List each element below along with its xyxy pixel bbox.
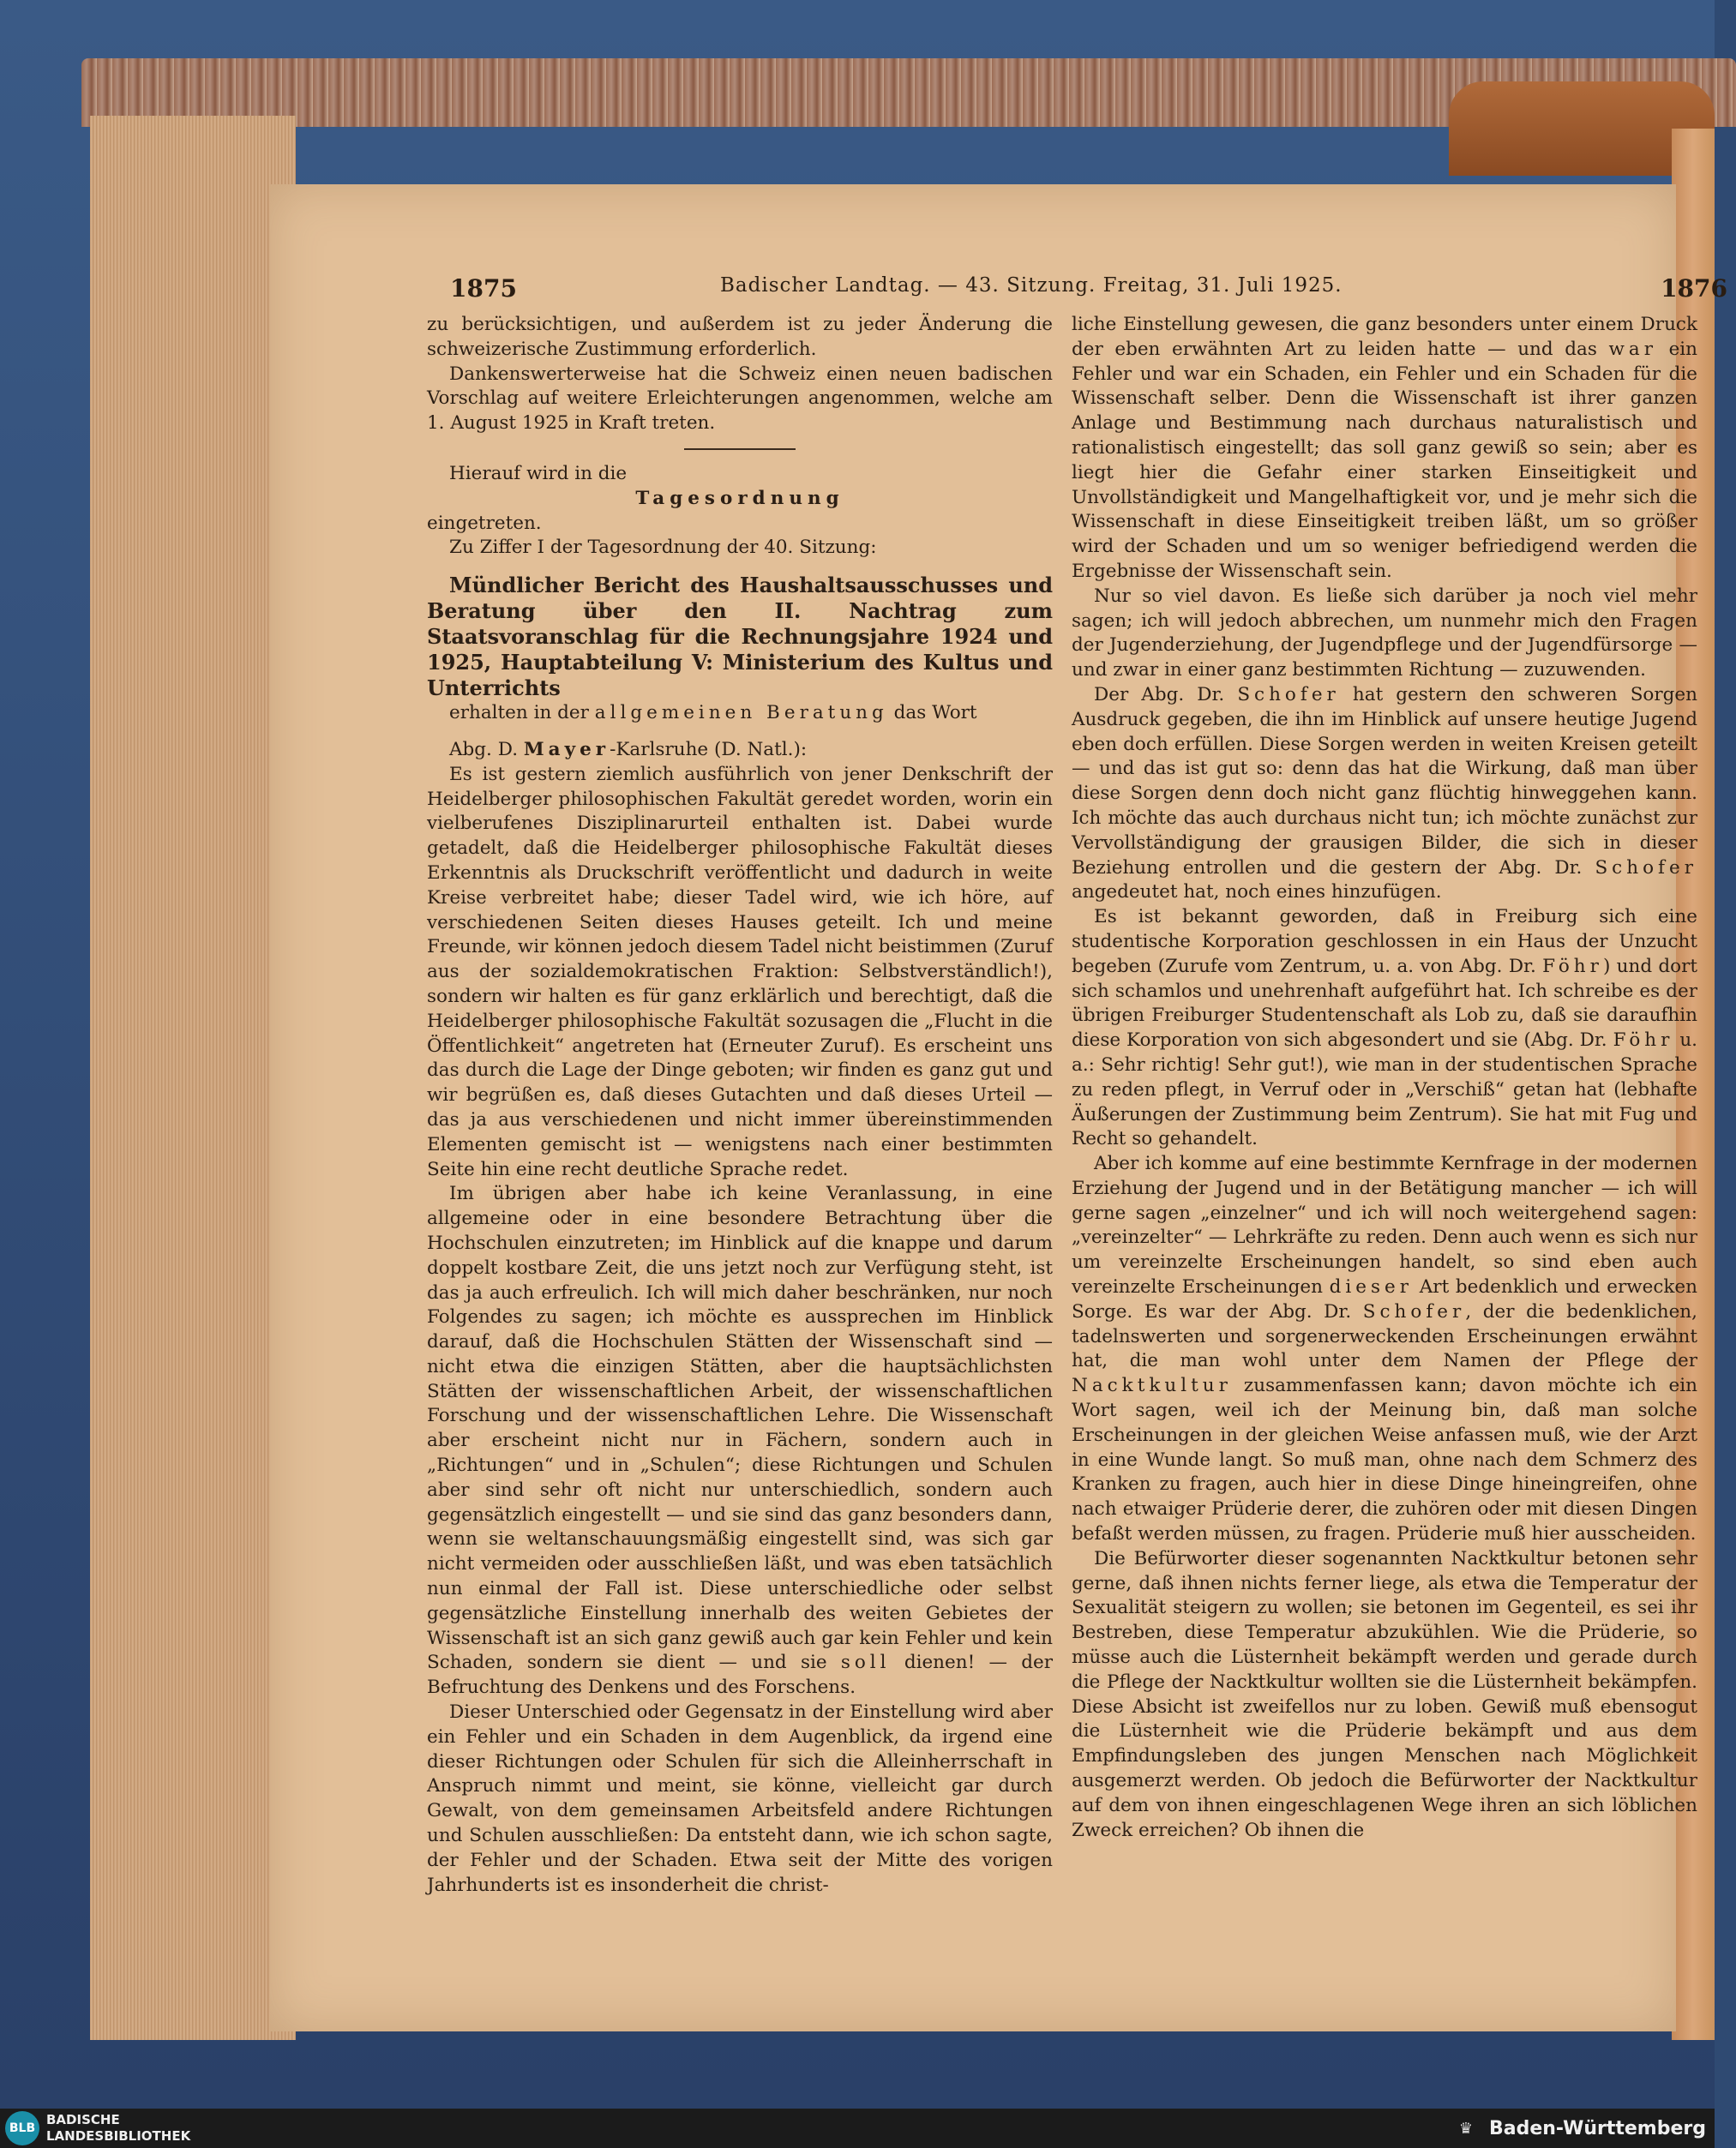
spacer bbox=[427, 561, 1053, 573]
agenda-item-title: Mündlicher Bericht des Haushaltsausschusses und Beratung über den II. Nachtrag zum Staatsvoranschlag für die Rechnungsjahre 1924 und 1925, Hauptabteilung V: Ministerium des Kultus und Unterrichts bbox=[427, 573, 1053, 701]
spacer bbox=[427, 726, 1053, 738]
text-run: Der Abg. Dr. bbox=[1094, 683, 1225, 705]
library-name-line1: BADISCHE bbox=[46, 2112, 120, 2127]
lion-coat-of-arms-icon: ♛ bbox=[1458, 2119, 1474, 2138]
emphasized-text: war bbox=[1608, 338, 1657, 360]
running-title: Badischer Landtag. — 43. Sitzung. Freitag, 31. Juli 1925. bbox=[720, 274, 1343, 297]
paragraph: Hierauf wird in die bbox=[449, 462, 628, 484]
paragraph bbox=[1072, 1152, 1697, 1547]
text-run: liche Einstellung gewesen, die ganz besonders unter einem Druck der eben erwähnten Art zu leiden hatte — und das bbox=[1072, 314, 1697, 360]
text-run: hat gestern den schweren Sorgen Ausdruck gegeben, die ihn im Hinblick auf unsere heutige Jugend eben doch erfüllen. Diese Sorgen werden in weiten Kreisen geteilt — und das ist gut so: denn das hat die Wirkung, daß man über diese Sorgen denn doch nicht ganz flüchtig hinweggehen kann. Ich möchte das auch durchaus nicht tun; ich möchte zunächst zur Vervollständigung der grausigen Bilder, die sich in dieser Beziehung entrollen und die gestern der Abg. Dr. bbox=[1072, 683, 1697, 879]
speaker-name: Schofer bbox=[1362, 1300, 1466, 1323]
paragraph: Dankenswerterweise hat die Schweiz einen neuen badischen Vorschlag auf weitere Erleichterungen angenommen, welche am 1. August 1925 in Kraft treten. bbox=[427, 363, 1053, 435]
right-column bbox=[1072, 313, 1697, 1843]
text-run: Abg. D. bbox=[449, 738, 519, 760]
text-run: das Wort bbox=[893, 702, 977, 724]
text-run: erhalten in der bbox=[449, 702, 589, 724]
text-run: Im übrigen aber habe ich keine Veranlassung, in eine allgemeine oder in eine besondere Betrachtung über die Hochschulen einzutreten; im Hinblick auf die knappe und darum doppelt kostbare Zeit, die uns jetzt noch zur Verfügung steht, ist das ja auch erfreulich. Ich will mich daher beschränken, nur noch Folgendes zu sagen; ich möchte es aussprechen im Hinblick darauf, daß die Hochschulen Stätten der Wissenschaft sind — nicht etwa die einzigen Stätten, aber die hauptsächlichsten Stätten der wissenschaftlichen Arbeit, der wissenschaftlichen Forschung und der wissenschaftlichen Lehre. Die Wissenschaft aber erscheint nicht nur in Fächern, sondern auch in „Richtungen“ und in „Schulen“; diese Richtungen und Schulen aber sind sehr oft nicht nur unterschiedlich, sondern auch gegensätzlich eingestellt — und sie sind das ganz besonders dann, wenn sie weltanschauungsmäßig eingestellt sind, was sich gar nicht vermeiden oder ausschließen läßt, und was eben tatsächlich nun einmal der Fall ist. Diese unterschiedliche oder selbst gegensätzliche Einstellung innerhalb des weiten Gebietes der Wissenschaft ist an sich ganz gewiß auch gar kein Fehler und kein Schaden, sondern sie dient — und sie bbox=[427, 1183, 1053, 1674]
book-page bbox=[270, 184, 1727, 2031]
speaker-name: Schofer bbox=[1595, 856, 1697, 879]
library-name-line2: LANDESBIBLIOTHEK bbox=[46, 2128, 191, 2144]
text-run: Aber ich komme auf eine bestimmte Kernfrage in der modernen Erziehung der Jugend und in der Betätigung mancher — ich will gerne sagen „einzelner“ und ich will noch weitergehend sagen: „vereinzelter“ — Lehrkräfte zu reden. Denn auch wenn es sich nur um vereinzelte Erscheinungen handelt, so sind eben auch vereinzelte Erscheinungen bbox=[1072, 1153, 1697, 1299]
speaker-name: Föhr bbox=[1542, 955, 1603, 977]
page-number-left: 1875 bbox=[450, 274, 517, 303]
text-run: u. a.: Sehr richtig! Sehr gut!), wie man in der studentischen Sprache zu reden pflegt, in Verruf oder in „Verschiß“ getan hat (lebhafte Äußerungen der Zustimmung beim Zentrum). Sie hat mit Fug und Recht so gehandelt. bbox=[1072, 1029, 1697, 1150]
text-run: ) und dort sich schamlos und unehrenhaft aufgeführt hat. Ich schreibe es der übrigen Freiburger Studentenschaft als Lob zu, daß sie daraufhin diese Korporation von sich abgesondert und sie (Abg. Dr. bbox=[1072, 955, 1698, 1052]
page-header bbox=[270, 274, 1727, 309]
paragraph bbox=[427, 1182, 1053, 1701]
paragraph bbox=[1072, 313, 1697, 585]
paragraph: Die Befürworter dieser sogenannten Nacktkultur betonen sehr gerne, daß ihnen nichts ferner liege, als etwa die Temperatur der Sexualität steigern zu wollen; sie betonen im Gegenteil, es sei ihr Bestreben, diese Temperatur abzukühlen. Wie die Prüderie, so müsse auch die Lüsternheit bekämpft werden und gerade durch die Pflege der Nacktkultur wollten sie die Lüsternheit bekämpfen. Diese Absicht ist zweifellos nur zu loben. Gewiß muß ebensogut die Lüsternheit wie die Prüderie bekämpft und aus dem Empfindungsleben des jungen Menschen nach Möglichkeit ausgemerzt werden. Ob jedoch die Befürworter der Nacktkultur auf dem von ihnen eingeschlagenen Wege ihren an sich löblichen Zweck erreichen? Ob ihnen die bbox=[1072, 1547, 1697, 1841]
text-run: dienen! — der Befruchtung des Denkens und des Forschens. bbox=[427, 1652, 1053, 1699]
text-run: ein Fehler und war ein Schaden, ein Fehler und ein Schaden für die Wissenschaft selber. Denn die Wissenschaft ist ihrer ganzen Anlage und Bestimmung nach durchaus naturalistisch und rationalistisch eingestellt; das soll ganz gewiß so sein; aber es liegt hier die Gefahr einer starken Einseitigkeit und Unvollständigkeit und Mangelhaftigkeit vor, und je mehr sich die Wissenschaft in diese Einseitigkeit treiben läßt, um so größer wird der Schaden und um so weniger befriedigend werden die Ergebnisse der Wissenschaft sein. bbox=[1072, 338, 1698, 582]
emphasized-text: Nacktkultur bbox=[1072, 1375, 1232, 1397]
page-number-right: 1876 bbox=[1661, 274, 1727, 303]
text-run: , der die bedenklichen, tadelnswerten und sorgenerweckenden Erscheinungen erwähnt hat, die man wohl unter dem Namen der Pflege der bbox=[1072, 1300, 1697, 1372]
page-edges-left bbox=[90, 116, 296, 2040]
footer-bar bbox=[0, 2109, 1715, 2148]
text-run: angedeutet hat, noch eines hinzufügen. bbox=[1072, 881, 1442, 903]
paragraph: Nur so viel davon. Es ließe sich darüber ja noch viel mehr sagen; ich will jedoch abbrechen, um nunmehr mich den Fragen der Jugenderziehung, der Jugendpflege und der Jugendfürsorge — und zwar in einer ganz bestimmten Richtung — zuzuwenden. bbox=[1072, 585, 1697, 681]
emphasized-text: dieser bbox=[1329, 1276, 1414, 1299]
speaker-name: Föhr bbox=[1613, 1029, 1674, 1052]
blb-logo-icon[interactable]: BLB bbox=[5, 2111, 39, 2145]
state-name: Baden-Württemberg bbox=[1488, 2117, 1706, 2139]
library-name bbox=[46, 2112, 190, 2145]
paragraph: Es ist gestern ziemlich ausführlich von jener Denkschrift der Heidelberger philosophischen Fakultät geredet worden, worin ein vielberufenes Disziplinarurteil enthalten ist. Dabei wurde getadelt, daß die Heidelberger philosophische Fakultät dieses Erkenntnis als Druckschrift veröffentlicht und dadurch in weite Kreise verbreitet habe; dieser Tadel wird, wie ich höre, auf verschiedenen Seiten dieses Hauses geteilt. Ich und meine Freunde, wir können jedoch diesem Tadel nicht beistimmen (Zuruf aus der sozialdemokratischen Fraktion: Selbstverständlich!), sondern wir halten es für ganz erklärlich und berechtigt, daß die Heidelberger philosophische Fakultät sozusagen die „Flucht in die Öffentlichkeit“ angetreten hat (Erneuter Zuruf). Es erscheint uns das durch die Lage der Dinge geboten; wir finden es ganz gut und wir begrüßen es, daß dieses Gutachten und daß dieses Urteil — das ja aus verschiedenen und nicht immer übereinstimmenden Elementen gemischt ist — wenigstens nach einer bestimmten Seite hin eine recht deutliche Sprache redet. bbox=[427, 763, 1053, 1180]
speaker-name: Schofer bbox=[1237, 683, 1340, 705]
paragraph bbox=[1072, 905, 1697, 1152]
text-run: Es ist bekannt geworden, daß in Freiburg sich eine studentische Korporation geschlossen in ein Haus der Unzucht begeben (Zurufe vom Zentrum, u. a. von Abg. Dr. bbox=[1072, 906, 1697, 977]
text-run: zusammenfassen kann; davon möchte ich ein Wort sagen, weil ich der Meinung bin, daß man solche Erscheinungen in der gleichen Weise anfassen muß, wie der Arzt in eine Wunde langt. So muß man, ohne nach dem Schmerz des Kranken zu fragen, auch hier in diese Dinge hineingreifen, ohne nach etwaiger Prüderie derer, die zuhören oder mit diesen Dingen befaßt werden müssen, zu fragen. Prüderie muß hier ausscheiden. bbox=[1072, 1375, 1697, 1545]
paragraph bbox=[427, 701, 1053, 726]
emphasized-text: soll bbox=[840, 1652, 891, 1674]
state-logo[interactable] bbox=[1451, 2114, 1706, 2143]
text-run: Art bedenklich und erwecken Sorge. Es war der Abg. Dr. bbox=[1072, 1276, 1697, 1323]
paragraph: Dieser Unterschied oder Gegensatz in der Einstellung wird aber ein Fehler und ein Schaden in dem Augenblick, da irgend eine dieser Richtungen oder Schulen für sich die Alleinherrschaft in Anspruch nimmt und meint, sie könne, vielleicht gar durch Gewalt, von dem gemeinsamen Arbeitsfeld andere Richtungen und Schulen ausschließen: Da entsteht dann, wie ich schon sagte, der Fehler und der Schaden. Etwa seit der Mitte des vorigen Jahrhunderts ist es insonderheit die christ- bbox=[427, 1701, 1053, 1896]
speaker-name: Mayer bbox=[523, 738, 610, 760]
emphasized-text: allgemeinen Beratung bbox=[594, 702, 888, 724]
speaker-line bbox=[427, 738, 1053, 763]
paragraph: zu berücksichtigen, und außerdem ist zu jeder Änderung die schweizerische Zustimmung erforderlich. bbox=[427, 314, 1053, 360]
paragraph: Zu Ziffer I der Tagesordnung der 40. Sitzung: bbox=[449, 537, 877, 559]
paragraph bbox=[1072, 683, 1697, 905]
text-run: -Karlsruhe (D. Natl.): bbox=[610, 738, 808, 760]
section-divider bbox=[684, 448, 796, 450]
paragraph: eingetreten. bbox=[427, 512, 542, 534]
left-column bbox=[427, 313, 1053, 1898]
agenda-heading: Tagesordnung bbox=[635, 487, 844, 509]
